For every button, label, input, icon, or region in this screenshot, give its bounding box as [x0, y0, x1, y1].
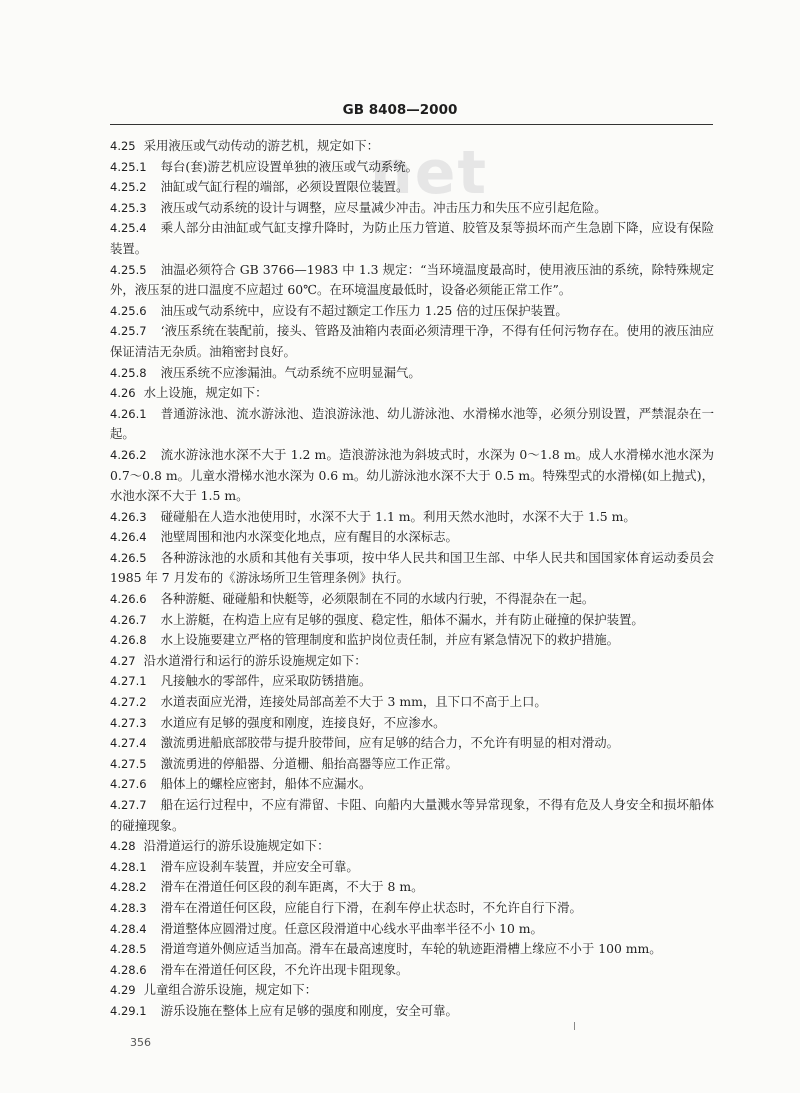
clause-text: 水道应有足够的强度和刚度，连接良好，不应渗水。 [160, 714, 446, 730]
clause-text: 流水游泳池水深不大于 1.2 m。造浪游泳池为斜坡式时，水深为 0～1.8 m。成人水滑梯水池水深为 0.7～0.8 m。儿童水滑梯水池水深为 0.6 m。幼儿游泳池水深不大于 0.5 m。特殊型式的水滑梯(如上抛式)，水池水深不大于 1.5 m。 [110, 446, 714, 504]
clause-text: 乘人部分由油缸或气缸支撑升降时，为防止压力管道、胶管及泵等损坏而产生急剧下降，应设有保险装置。 [110, 220, 714, 256]
clause-number: 4.27 [110, 653, 136, 668]
clause-number: 4.26.2 [110, 447, 147, 462]
clause-4-25-1 [110, 157, 714, 178]
clause-number: 4.28.5 [110, 942, 147, 957]
clause-text: 池壁周围和池内水深变化地点，应有醒目的水深标志。 [160, 529, 458, 545]
clause-number: 4.25.2 [110, 180, 147, 195]
clause-4-26-4 [110, 527, 714, 548]
clause-text: 各种游泳池的水质和其他有关事项，按中华人民共和国卫生部、中华人民共和国国家体育运动委员会 1985 年 7 月发布的《游泳场所卫生管理条例》执行。 [110, 549, 714, 586]
clause-text: 凡接触水的零部件，应采取防锈措施。 [160, 673, 372, 689]
clause-text: 采用液压或气动传动的游艺机，规定如下： [143, 138, 380, 153]
clause-4-25-5 [110, 260, 714, 301]
clause-4-25-2 [110, 177, 714, 198]
clause-text: 各种游艇、碰碰船和快艇等，必须限制在不同的水域内行驶，不得混杂在一起。 [160, 591, 595, 607]
clause-text: ‘液压系统在装配前，接头、管路及油箱内表面必须清理干净，不得有任何污物存在。使用的液压油应保证清洁无杂质。油箱密封良好。 [110, 323, 714, 359]
clause-text: 激流勇进的停船器、分道栅、船抬高器等应工作正常。 [160, 755, 458, 771]
clause-4-26 [110, 383, 714, 404]
clause-number: 4.26.6 [110, 592, 147, 607]
clause-4-28-5 [110, 939, 714, 960]
clause-number: 4.26.8 [110, 633, 147, 648]
clause-text: 船在运行过程中，不应有滞留、卡阻、向船内大量溅水等异常现象，不得有危及人身安全和损坏船体的碰撞现象。 [110, 797, 714, 833]
clause-text: 沿滑道运行的游乐设施规定如下： [143, 838, 330, 854]
clause-number: 4.26 [110, 386, 136, 401]
clause-number: 4.27.5 [110, 756, 147, 771]
clause-4-28-1 [110, 857, 714, 878]
clause-text: 游乐设施在整体上应有足够的强度和刚度，安全可靠。 [160, 1002, 458, 1018]
clause-4-26-6 [110, 589, 714, 610]
clause-number: 4.28.4 [110, 921, 147, 936]
header-rule [110, 124, 713, 125]
clause-text: 液压系统不应渗漏油。气动系统不应明显漏气。 [160, 364, 421, 380]
clause-4-27-3 [110, 713, 714, 734]
clause-number: 4.27.4 [110, 736, 147, 751]
clause-4-26-5 [110, 548, 714, 589]
clause-number: 4.25.1 [110, 159, 147, 174]
clause-text: 碰碰船在人造水池使用时，水深不大于 1.1 m。利用天然水池时，水深不大于 1.5 m。 [160, 508, 636, 524]
watermark: net [370, 138, 489, 208]
clause-number: 4.28.6 [110, 962, 147, 977]
clause-number: 4.29 [110, 983, 136, 998]
clause-text: 滑车在滑道任何区段的刹车距离，不大于 8 m。 [160, 879, 424, 895]
clause-text: 滑车在滑道任何区段，应能自行下滑，在刹车停止状态时，不允许自行下滑。 [160, 899, 582, 915]
clause-number: 4.26.7 [110, 612, 147, 627]
clause-4-28-3 [110, 898, 714, 919]
clause-text: 普通游泳池、流水游泳池、造浪游泳池、幼儿游泳池、水滑梯水池等，必须分别设置，严禁混杂在一起。 [110, 405, 714, 442]
clause-4-27-6 [110, 774, 714, 795]
clause-text: 滑车应设刹车装置，并应安全可靠。 [160, 858, 359, 874]
clause-text: 滑道整体应圆滑过度。任意区段滑道中心线水平曲率半径不小 10 m。 [160, 920, 543, 936]
page-number: 356 [130, 1036, 151, 1049]
clause-text: 液压或气动系统的设计与调整，应尽量减少冲击。冲击压力和失压不应引起危险。 [160, 199, 607, 215]
clause-text: 儿童组合游乐设施，规定如下： [143, 982, 318, 998]
clause-text: 每台(套)游艺机应设置单独的液压或气动系统。 [160, 158, 419, 174]
clause-text: 油温必须符合 GB 3766—1983 中 1.3 规定：“当环境温度最高时，使用液压油的系统，除特殊规定外，液压泵的进口温度不应超过 60℃。在环境温度最低时，设备必须能正常工作”。 [110, 261, 714, 298]
clause-text: 水上游艇，在构造上应有足够的强度、稳定性，船体不漏水，并有防止碰撞的保护装置。 [160, 611, 644, 627]
clause-text: 水道表面应光滑，连接处局部高差不大于 3 mm，且下口不高于上口。 [160, 694, 547, 710]
clause-text: 船体上的螺栓应密封，船体不应漏水。 [160, 776, 372, 792]
clause-4-26-3 [110, 507, 714, 528]
clause-number: 4.27.3 [110, 715, 147, 730]
clause-number: 4.26.3 [110, 509, 147, 524]
clause-4-25 [110, 136, 714, 157]
clause-4-25-7 [110, 321, 714, 362]
clause-number: 4.28.2 [110, 880, 147, 895]
clause-text: 滑车在滑道任何区段，不允许出现卡阻现象。 [160, 961, 409, 977]
clause-4-29-1 [110, 1001, 714, 1022]
clause-number: 4.27.6 [110, 777, 147, 792]
clause-4-25-4 [110, 218, 714, 259]
clause-4-26-8 [110, 630, 714, 651]
clause-number: 4.26.5 [110, 550, 147, 565]
scan-mark [574, 1022, 575, 1030]
clause-4-28-2 [110, 877, 714, 898]
clause-number: 4.25.7 [110, 324, 147, 339]
clause-text: 水上设施，规定如下： [143, 385, 268, 401]
clause-4-26-2 [110, 445, 714, 507]
clause-number: 4.27.1 [110, 674, 147, 689]
clause-4-27-5 [110, 754, 714, 775]
clause-4-25-3 [110, 198, 714, 219]
clause-text: 水上设施要建立严格的管理制度和监护岗位责任制，并应有紧急情况下的救护措施。 [160, 632, 620, 648]
clause-number: 4.26.4 [110, 530, 147, 545]
clause-number: 4.25.4 [110, 221, 147, 236]
clause-4-27-4 [110, 733, 714, 754]
clause-number: 4.28.3 [110, 900, 147, 915]
clause-number: 4.26.1 [110, 406, 147, 421]
clause-number: 4.28.1 [110, 859, 147, 874]
page-header: GB 8408—2000 [342, 102, 458, 118]
clause-4-26-7 [110, 610, 714, 631]
clause-number: 4.25 [110, 139, 136, 153]
clause-4-26-1 [110, 404, 714, 445]
document-body [110, 136, 714, 1022]
clause-4-27-2 [110, 692, 714, 713]
clause-text: 沿水道滑行和运行的游乐设施规定如下： [143, 652, 367, 668]
clause-4-27-7 [110, 795, 714, 836]
clause-4-29 [110, 980, 714, 1001]
clause-number: 4.25.6 [110, 303, 147, 318]
clause-4-28-6 [110, 960, 714, 981]
clause-number: 4.25.8 [110, 365, 147, 380]
clause-number: 4.28 [110, 839, 136, 854]
clause-number: 4.25.3 [110, 200, 147, 215]
clause-4-28 [110, 836, 714, 857]
clause-text: 滑道弯道外侧应适当加高。滑车在最高速度时，车轮的轨迹距滑槽上缘应不小于 100 mm。 [160, 941, 662, 957]
clause-number: 4.29.1 [110, 1003, 147, 1018]
clause-4-25-8 [110, 363, 714, 384]
clause-4-27 [110, 651, 714, 672]
clause-text: 激流勇进船底部胶带与提升胶带间，应有足够的结合力，不允许有明显的相对滑动。 [160, 735, 620, 751]
clause-number: 4.27.7 [110, 798, 147, 812]
clause-4-27-1 [110, 671, 714, 692]
clause-number: 4.27.2 [110, 695, 147, 710]
clause-4-25-6 [110, 301, 714, 322]
clause-text: 油压或气动系统中，应设有不超过额定工作压力 1.25 倍的过压保护装置。 [160, 302, 568, 318]
clause-4-28-4 [110, 919, 714, 940]
clause-number: 4.25.5 [110, 262, 147, 277]
clause-text: 油缸或气缸行程的端部，必须设置限位装置。 [160, 179, 409, 195]
